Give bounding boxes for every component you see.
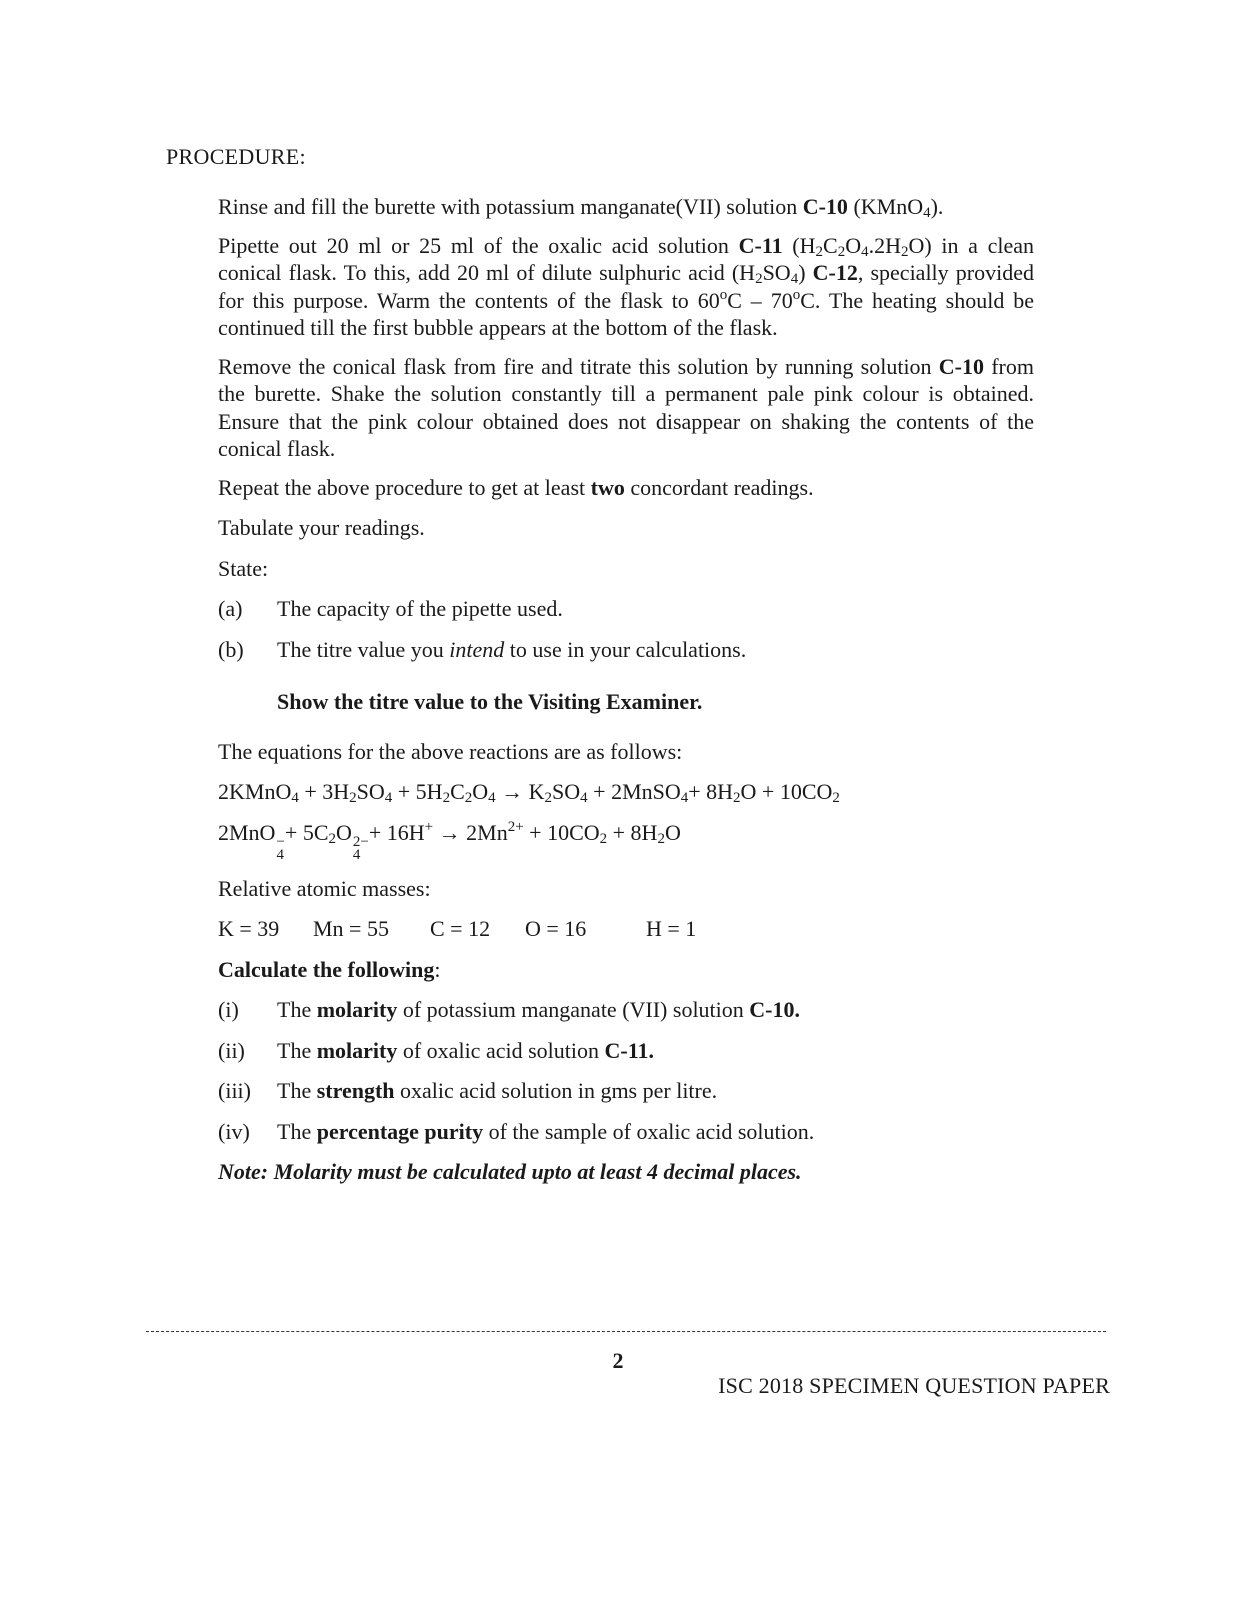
mass-mn: Mn = 55: [313, 916, 389, 941]
molarity-note: Note: Molarity must be calculated upto at least 4 decimal places.: [218, 1159, 802, 1184]
paragraph-tabulate: Tabulate your readings.: [218, 515, 425, 540]
item-text: The strength oxalic acid solution in gms per litre.: [277, 1078, 718, 1103]
calculate-heading: Calculate the following:: [218, 956, 441, 982]
item-text: The molarity of oxalic acid solution C-11.: [277, 1037, 654, 1063]
item-label: (b): [218, 636, 244, 662]
calc-item-ii: [218, 1037, 1034, 1065]
mass-c: C = 12: [430, 916, 491, 941]
paragraph-state: State:: [218, 555, 269, 581]
paragraph-repeat: Repeat the above procedure to get at least two concordant readings.: [218, 474, 814, 500]
calc-item-iv: [218, 1118, 1034, 1146]
footer-divider: [146, 1331, 1106, 1332]
show-titre-instruction: Show the titre value to the Visiting Examiner.: [277, 689, 703, 714]
state-item-a: [218, 595, 1034, 623]
item-text: The capacity of the pipette used.: [277, 596, 563, 621]
mass-k: K = 39: [218, 916, 280, 941]
item-label: (i): [218, 997, 239, 1022]
calc-item-iii: [218, 1077, 1034, 1105]
mass-o: O = 16: [525, 916, 587, 941]
atomic-masses-row: [218, 915, 1034, 943]
paper-title: ISC 2018 SPECIMEN QUESTION PAPER: [718, 1373, 1110, 1398]
equation-molecular: 2KMnO$_4$ + $3H_2SO_4 + 5H_2C_2O_4 \to K_2SO_4$ + 2MnSO$_4$+ $8H_2O + 10CO_2$: [218, 779, 840, 806]
procedure-body: [218, 193, 1034, 1186]
paragraph-pipette-oxalic-acid: Pipette out 20 ml or 25 ml of the oxalic acid solution C-11 $(H_2C_2O_4.2H_2O)$ in a clean conical flask. To this, add 20 ml of dilute sulphuric acid $(H_2SO_4)$ C-12, specially provided for this purpose. Warm the contents of the flask to 60$^o$C – 70$^o$C. The heating should be continued till the first bubble appears at the bottom of the flask.: [218, 232, 1034, 340]
page-number: 2: [612, 1348, 624, 1373]
item-text: The titre value you intend to use in your calculations.: [277, 636, 747, 662]
mass-h: H = 1: [646, 916, 697, 941]
item-text: The molarity of potassium manganate (VII) solution C-10.: [277, 997, 801, 1022]
equations-intro: The equations for the above reactions are as follows:: [218, 738, 683, 764]
calc-item-i: [218, 996, 1034, 1024]
item-label: (iii): [218, 1078, 251, 1103]
item-label: (ii): [218, 1037, 245, 1063]
state-item-b: [218, 636, 1034, 664]
item-text: The percentage purity of the sample of oxalic acid solution.: [277, 1118, 815, 1144]
procedure-heading: PROCEDURE:: [166, 144, 306, 169]
item-label: (iv): [218, 1118, 250, 1144]
paragraph-titrate: Remove the conical flask from fire and titrate this solution by running solution C-10 from the burette. Shake the solution constantly till a permanent pale pink colour is obtained. Ensure that the pink colour obtained does not disappear on shaking the contents of the conical flask.: [218, 353, 1034, 461]
equation-ionic: 2MnO − 4 + $5C_2O$ 2− 4 + $16H^+ \to 2Mn^{2+} + 10CO_2 + 8H_2O$: [218, 818, 681, 863]
atomic-masses-heading: Relative atomic masses:: [218, 875, 431, 901]
paragraph-rinse-burette: Rinse and fill the burette with potassium manganate(VII) solution C-10 (KMnO$_4$).: [218, 194, 944, 221]
item-label: (a): [218, 596, 243, 621]
